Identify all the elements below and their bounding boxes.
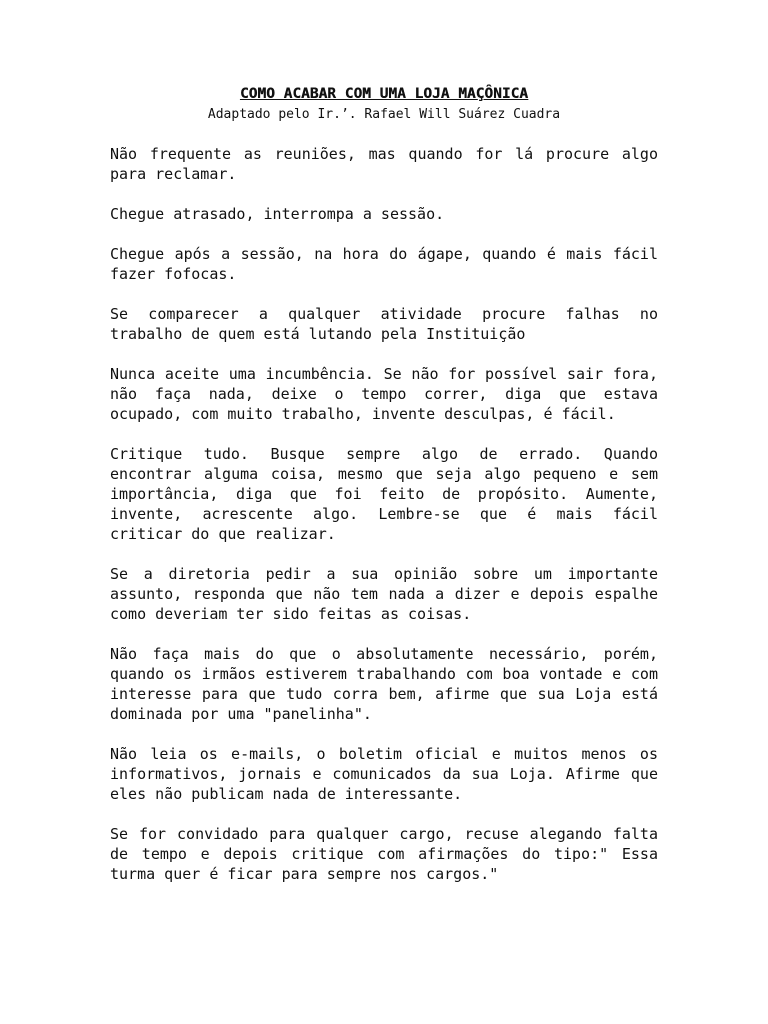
paragraph: Se a diretoria pedir a sua opinião sobre um importante assunto, responda que não tem nada a dizer e depois espalhe como deveriam ter sido feitas as coisas. xyxy=(110,565,658,623)
paragraph: Critique tudo. Busque sempre algo de errado. Quando encontrar alguma coisa, mesmo que seja algo pequeno e sem importância, diga que foi feito de propósito. Aumente, invente, acrescente algo. Lembre-se que é mais fácil criticar do que realizar. xyxy=(110,445,658,543)
paragraph: Não faça mais do que o absolutamente necessário, porém, quando os irmãos estiverem trabalhando com boa vontade e com interesse para que tudo corra bem, afirme que sua Loja está dominada por uma "panelinha". xyxy=(110,645,658,723)
paragraph: Não frequente as reuniões, mas quando for lá procure algo para reclamar. xyxy=(110,145,658,183)
paragraph: Chegue atrasado, interrompa a sessão. xyxy=(110,205,445,223)
document-subtitle: Adaptado pelo Ir.’. Rafael Will Suárez Cuadra xyxy=(207,107,561,122)
paragraph: Se for convidado para qualquer cargo, recuse alegando falta de tempo e depois critique com afirmações do tipo:" Essa turma quer é ficar para sempre nos cargos." xyxy=(110,825,658,883)
paragraph: Se comparecer a qualquer atividade procure falhas no trabalho de quem está lutando pela Instituição xyxy=(110,305,658,343)
document-page xyxy=(110,84,658,884)
paragraph: Não leia os e-mails, o boletim oficial e muitos menos os informativos, jornais e comunicados da sua Loja. Afirme que eles não publicam nada de interessante. xyxy=(110,745,658,803)
document-title: COMO ACABAR COM UMA LOJA MAÇÔNICA xyxy=(239,86,529,102)
paragraph: Chegue após a sessão, na hora do ágape, quando é mais fácil fazer fofocas. xyxy=(110,245,658,283)
paragraph: Nunca aceite uma incumbência. Se não for possível sair fora, não faça nada, deixe o tempo correr, diga que estava ocupado, com muito trabalho, invente desculpas, é fácil. xyxy=(110,365,658,423)
